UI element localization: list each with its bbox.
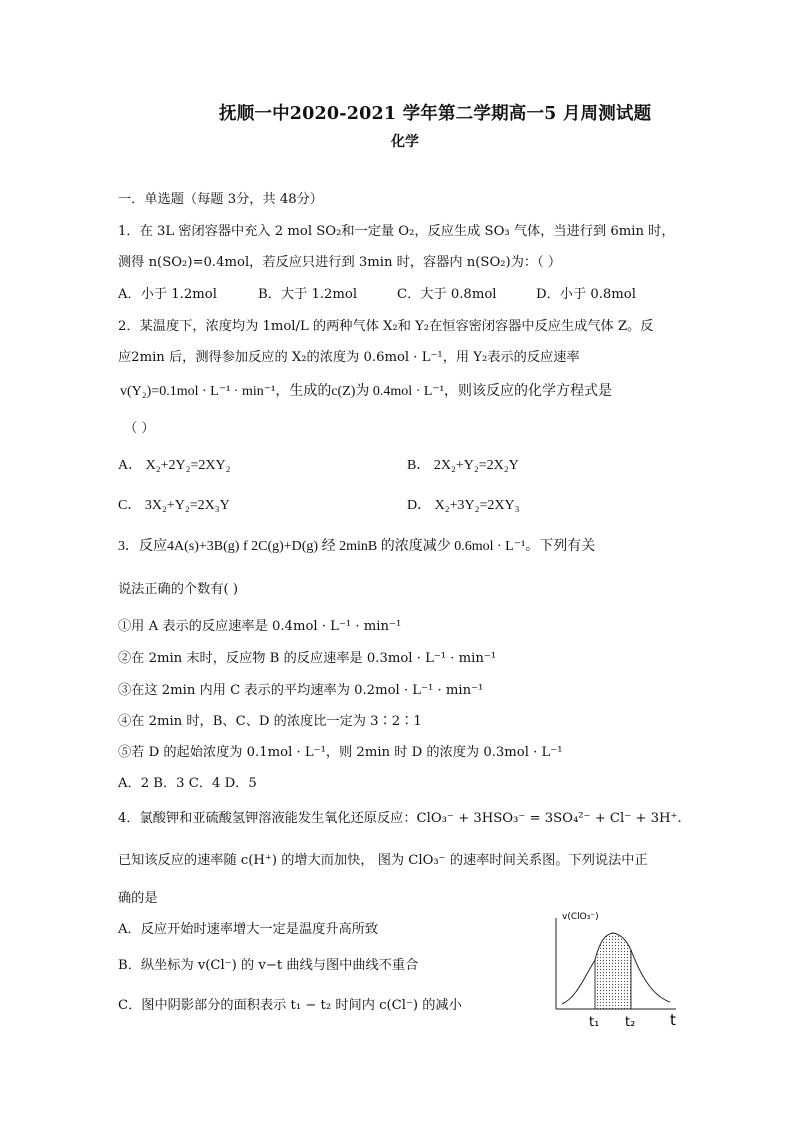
q1-option-b: B．大于 1.2mol xyxy=(258,287,358,302)
q3-line1: 3．反应4A(s)+3B(g) f 2C(g)+D(g) 经 2minB 的浓度减少 0.6mol · L⁻¹。下列有关 xyxy=(118,539,596,554)
q2-line4: （ ） xyxy=(124,421,155,436)
q4-option-c: C．图中阴影部分的面积表示 t₁ − t₂ 时间内 c(Cl⁻) 的减小 xyxy=(118,998,462,1013)
q3-item-1: ①用 A 表示的反应速率是 0.4mol · L⁻¹ · min⁻¹ xyxy=(118,619,402,634)
q2-line3: v(Y₂)=0.1mol · L⁻¹ · min⁻¹，生成的c(Z)为 0.4mol · L⁻¹，则该反应的化学方程式是 xyxy=(120,384,612,399)
q4-option-a: A．反应开始时速率增大一定是温度升高所致 xyxy=(118,922,379,937)
subject-label: 化学 xyxy=(391,134,419,150)
q2-line2: 应2min 后，测得参加反应的 X₂的浓度为 0.6mol · L⁻¹，用 Y₂表示的反应速率 xyxy=(118,350,580,365)
page-title: 抚顺一中2020-2021 学年第二学期高一5 月周测试题 xyxy=(219,104,652,124)
q1-line2: 测得 n(SO₂)=0.4mol，若反应只进行到 3min 时，容器内 n(SO₂)为：（ ） xyxy=(118,255,562,270)
q3-options: A．2 B．3 C．4 D．5 xyxy=(118,776,257,791)
q3-item-2: ②在 2min 末时，反应物 B 的反应速率是 0.3mol · L⁻¹ · min⁻¹ xyxy=(118,651,497,666)
q3-item-5: ⑤若 D 的起始浓度为 0.1mol · L⁻¹，则 2min 时 D 的浓度为 0.3mol · L⁻¹ xyxy=(118,745,563,760)
q4-option-b: B．纵坐标为 v(Cl⁻) 的 v−t 曲线与图中曲线不重合 xyxy=(118,958,419,973)
q3-item-4: ④在 2min 时，B、C、D 的浓度比一定为 3∶2∶1 xyxy=(118,714,422,729)
q3-line2: 说法正确的个数有( ) xyxy=(118,582,238,597)
q2-option-d: D． X₂+3Y₂=2XY₃ xyxy=(407,498,520,513)
q2-line1: 2．某温度下，浓度均为 1mol/L 的两种气体 X₂和 Y₂在恒容密闭容器中反应生成气体 Z。反 xyxy=(118,319,654,334)
q2-option-a: A． X₂+2Y₂=2XY₂ xyxy=(118,458,231,473)
q1-line1: 1．在 3L 密闭容器中充入 2 mol SO₂和一定量 O₂，反应生成 SO₃ 气体，当进行到 6min 时， xyxy=(118,224,675,239)
figure-xlabel: t xyxy=(670,1011,676,1029)
q3-item-3: ③在这 2min 内用 C 表示的平均速率为 0.2mol · L⁻¹ · min⁻¹ xyxy=(118,683,484,698)
q1-option-d: D．小于 0.8mol xyxy=(536,287,636,302)
q1-option-a: A．小于 1.2mol xyxy=(118,287,217,302)
q2-option-b: B． 2X₂+Y₂=2X₂Y xyxy=(407,458,519,473)
figure-ylabel: v(ClO₃⁻) xyxy=(562,912,599,922)
rate-time-figure xyxy=(548,908,688,1034)
figure-t2-label: t₂ xyxy=(625,1015,636,1030)
q4-line3: 确的是 xyxy=(118,891,158,906)
q4-line1: 4．氯酸钾和亚硫酸氢钾溶液能发生氧化还原反应：ClO₃⁻ + 3HSO₃⁻ = 3SO₄²⁻ + Cl⁻ + 3H⁺. xyxy=(118,811,682,826)
q2-option-c: C． 3X₂+Y₂=2X₃Y xyxy=(118,498,230,513)
figure-t1-label: t₁ xyxy=(589,1015,600,1030)
q4-line2: 已知该反应的速率随 c(H⁺) 的增大而加快， 图为 ClO₃⁻ 的速率时间关系图。下列说法中正 xyxy=(118,853,648,868)
q1-option-c: C．大于 0.8mol xyxy=(397,287,497,302)
section-heading: 一．单选题（每题 3分，共 48分） xyxy=(118,192,323,207)
